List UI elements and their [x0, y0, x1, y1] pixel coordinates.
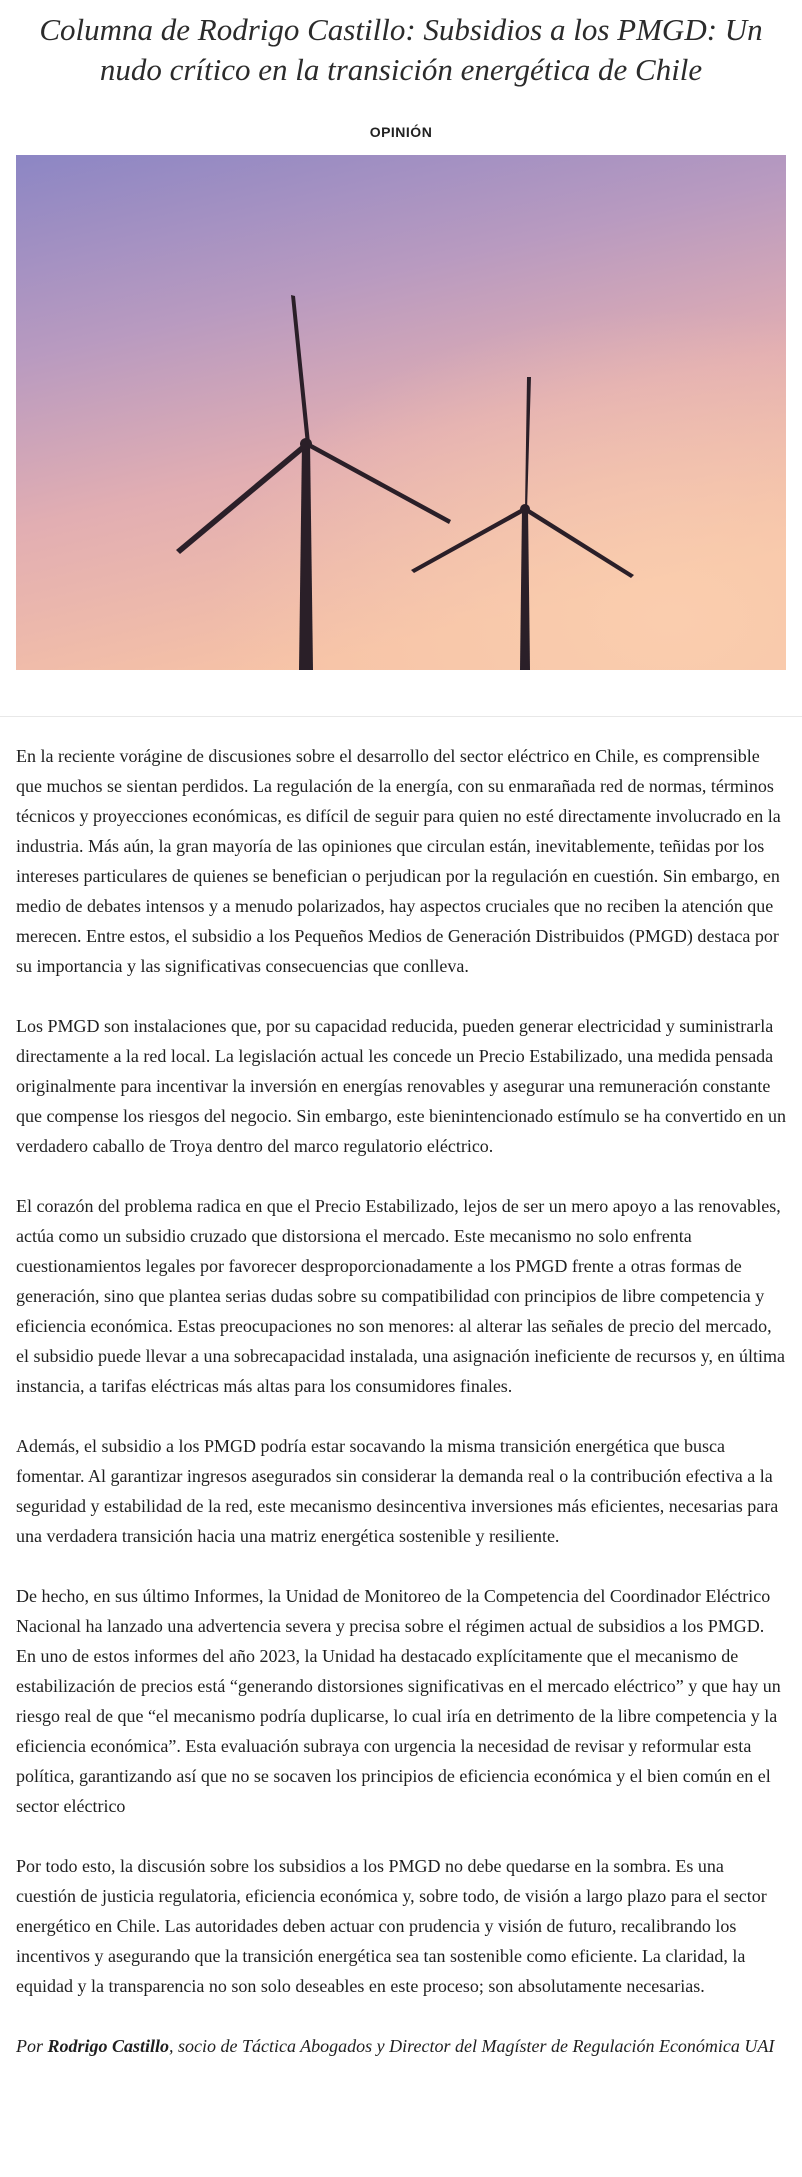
- article-paragraph-6: Por todo esto, la discusión sobre los subsidios a los PMGD no debe quedarse en la sombra. Es una cuestión de justicia regulatoria, eficiencia económica y, sobre todo, de visión a largo plazo para el sector energético en Chile. Las autoridades deben actuar con prudencia y visión de futuro, recalibrando los incentivos y asegurando que la transición energética sea tan sostenible como eficiente. La claridad, la equidad y la transparencia no son solo deseables en este proceso; son absolutamente necesarias.: [16, 1856, 767, 1996]
- author-byline: [16, 2031, 786, 2061]
- byline-prefix: Por: [16, 2036, 48, 2056]
- article-title: Columna de Rodrigo Castillo: Subsidios a los PMGD: Un nudo crítico en la transición energética de Chile: [39, 12, 763, 87]
- author-role: , socio de Táctica Abogados y Director del Magíster de Regulación Económica UAI: [169, 2036, 775, 2056]
- article-paragraph-1: En la reciente vorágine de discusiones sobre el desarrollo del sector eléctrico en Chile, es comprensible que muchos se sientan perdidos. La regulación de la energía, con su enmarañada red de normas, términos técnicos y proyecciones económicas, es difícil de seguir para quien no esté directamente involucrado en la industria. Más aún, la gran mayoría de las opiniones que circulan están, inevitablemente, teñidas por los intereses particulares de quienes se benefician o perjudican por la regulación en cuestión. Sin embargo, en medio de debates intensos y a menudo polarizados, hay aspectos cruciales que no reciben la atención que merecen. Entre estos, el subsidio a los Pequeños Medios de Generación Distribuidos (PMGD) destaca por su importancia y las significativas consecuencias que conlleva.: [16, 746, 781, 976]
- article-paragraph-5: De hecho, en sus último Informes, la Unidad de Monitoreo de la Competencia del Coordinador Eléctrico Nacional ha lanzado una advertencia severa y precisa sobre el régimen actual de subsidios a los PMGD. En uno de estos informes del año 2023, la Unidad ha destacado explícitamente que el mecanismo de estabilización de precios está “generando distorsiones significativas en el mercado eléctrico” y que hay un riesgo real de que “el mecanismo podría duplicarse, lo cual iría en detrimento de la libre competencia y la eficiencia económica”. Esta evaluación subraya con urgencia la necesidad de revisar y reformular esta política, garantizando así que no se socaven los principios de eficiencia económica y el bien común en el sector eléctrico: [16, 1586, 781, 1816]
- section-divider: [0, 716, 802, 717]
- category-label[interactable]: OPINIÓN: [369, 124, 433, 140]
- article-paragraph-3: El corazón del problema radica en que el Precio Estabilizado, lejos de ser un mero apoyo a las renovables, actúa como un subsidio cruzado que distorsiona el mercado. Este mecanismo no solo enfrenta cuestionamientos legales por favorecer desproporcionadamente a los PMGD frente a otras formas de generación, sino que plantea serias dudas sobre su compatibilidad con principios de libre competencia y eficiencia económica. Estas preocupaciones no son menores: al alterar las señales de precio del mercado, el subsidio puede llevar a una sobrecapacidad instalada, una asignación ineficiente de recursos y, en última instancia, a tarifas eléctricas más altas para los consumidores finales.: [16, 1196, 786, 1396]
- article-paragraph-2: Los PMGD son instalaciones que, por su capacidad reducida, pueden generar electricidad y suministrarla directamente a la red local. La legislación actual les concede un Precio Estabilizado, una medida pensada originalmente para incentivar la inversión en energías renovables y asegurar una remuneración constante que compense los riesgos del negocio. Sin embargo, este bienintencionado estímulo se ha convertido en un verdadero caballo de Troya dentro del marco regulatorio eléctrico.: [16, 1016, 786, 1156]
- article-body: [16, 741, 786, 2091]
- author-name: Rodrigo Castillo: [47, 2036, 170, 2056]
- wind-turbines-image: [16, 155, 786, 670]
- article-paragraph-4: Además, el subsidio a los PMGD podría estar socavando la misma transición energética que busca fomentar. Al garantizar ingresos asegurados sin considerar la demanda real o la contribución efectiva a la seguridad y estabilidad de la red, este mecanismo desincentiva inversiones más eficientes, necesarias para una verdadera transición hacia una matriz energética sostenible y resiliente.: [16, 1436, 779, 1546]
